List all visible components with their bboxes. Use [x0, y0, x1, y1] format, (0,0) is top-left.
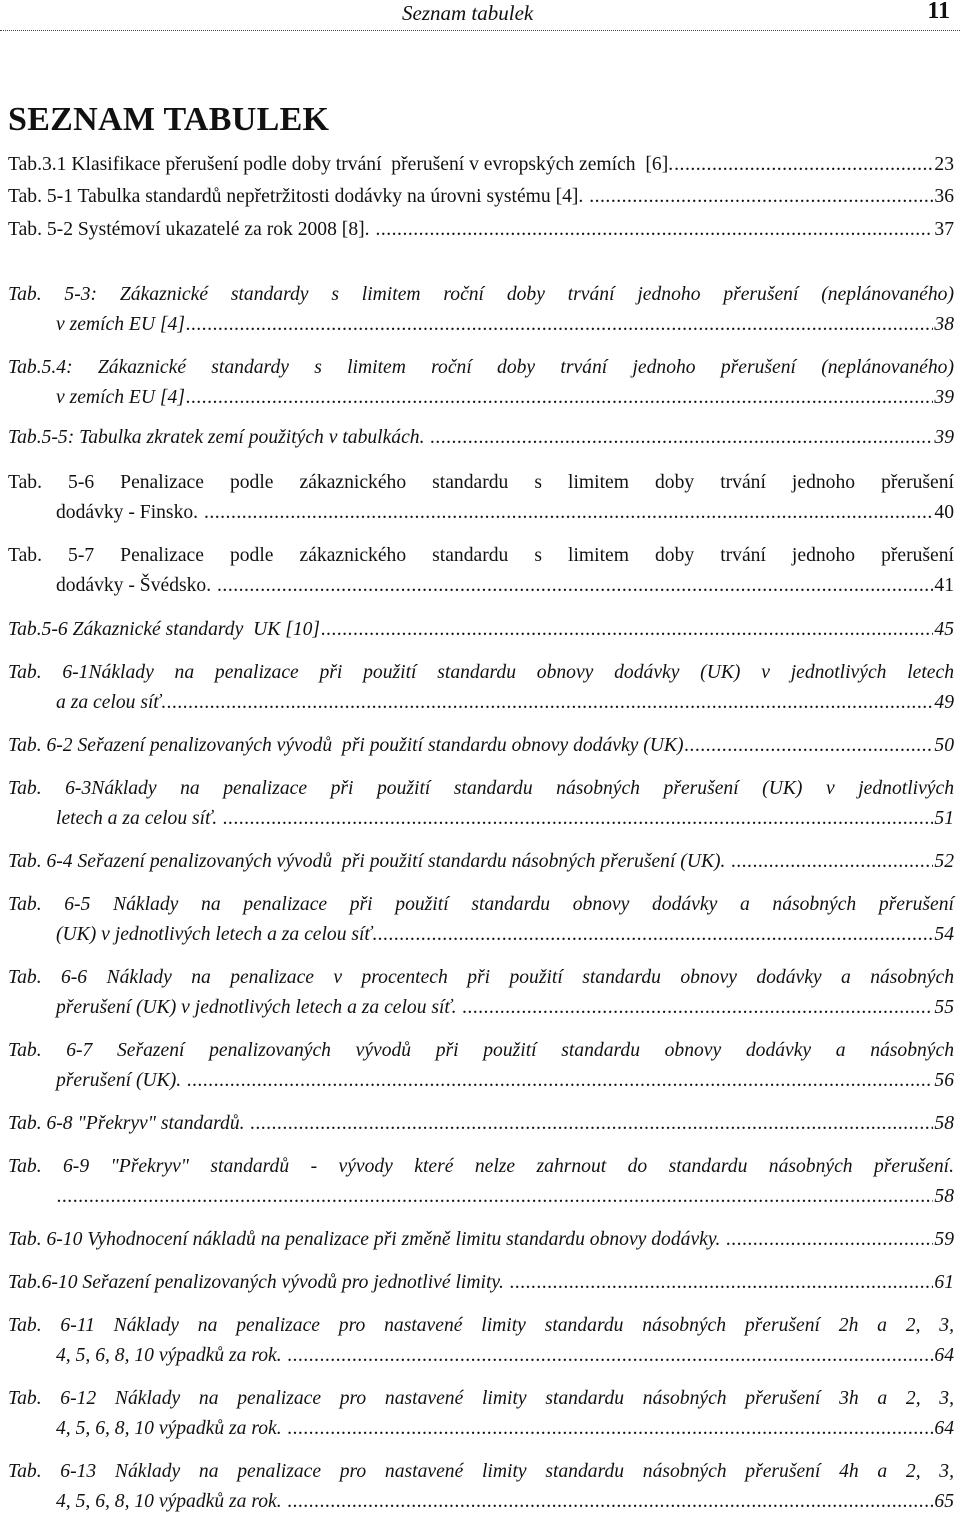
entry-text: Tab.3.1 Klasifikace přerušení podle doby trvání přerušení v evropských zemích [6]. — [8, 154, 674, 175]
entry-page: 23 — [934, 154, 954, 175]
toc-entry[interactable] — [8, 423, 954, 453]
entry-text-cont: 4, 5, 6, 8, 10 výpadků za rok. — [56, 1345, 287, 1366]
entry-text-cont: 4, 5, 6, 8, 10 výpadků za rok. — [56, 1418, 287, 1439]
dot-leader — [223, 804, 933, 834]
page-number: 11 — [927, 0, 950, 24]
dot-leader — [510, 1268, 934, 1298]
toc-entry[interactable] — [8, 847, 954, 877]
entry-page: 58 — [934, 1186, 954, 1207]
entry-page: 51 — [934, 808, 954, 829]
toc-entry[interactable] — [8, 890, 954, 950]
entry-text: Tab. 5-7 Penalizace podle zákaznického standardu s limitem doby trvání jednoho přerušení — [8, 545, 954, 566]
entry-page: 39 — [934, 387, 954, 408]
dot-leader — [162, 688, 934, 718]
entry-text-cont: v zemích EU [4] — [56, 387, 185, 408]
toc-entry[interactable] — [8, 1225, 954, 1255]
entry-text: Tab. 6-2 Seřazení penalizovaných vývodů při použití standardu obnovy dodávky (UK) — [8, 735, 684, 756]
dot-leader — [430, 423, 933, 453]
entry-page: 65 — [934, 1491, 954, 1512]
entry-page: 40 — [934, 502, 954, 523]
entry-text-cont: letech a za celou síť. — [56, 808, 223, 829]
entry-text-cont: a za celou síť — [56, 692, 161, 713]
dot-leader — [373, 920, 934, 950]
entry-text: Tab. 6-3Náklady na penalizace při použití standardu násobných přerušení (UK) v jednotlivých — [8, 778, 954, 799]
entry-text: Tab. 5-2 Systémoví ukazatelé za rok 2008 [8]. — [8, 219, 375, 240]
dot-leader — [57, 1182, 933, 1212]
toc-entry[interactable] — [8, 1311, 954, 1371]
entry-text: Tab. 6-9 "Překryv" standardů - vývody které nelze zahrnout do standardu násobných přerušení. — [8, 1156, 954, 1177]
dot-leader — [288, 1487, 934, 1517]
entry-text: Tab.6-10 Seřazení penalizovaných vývodů pro jednotlivé limity. — [8, 1272, 509, 1293]
dot-leader — [731, 847, 933, 877]
entry-page: 58 — [934, 1113, 954, 1134]
entry-text: Tab.5-6 Zákaznické standardy UK [10] — [8, 619, 321, 640]
toc-entry[interactable] — [8, 1384, 954, 1444]
page-title: SEZNAM TABULEK — [8, 101, 330, 138]
entry-text-cont: (UK) v jednotlivých letech a za celou síť — [56, 924, 372, 945]
entry-page: 37 — [934, 219, 954, 240]
entry-page: 64 — [934, 1418, 954, 1439]
toc-entry[interactable] — [8, 215, 954, 245]
entry-text: Tab. 6-1Náklady na penalizace při použití standardu obnovy dodávky (UK) v jednotlivých letech — [8, 662, 954, 683]
toc-entry[interactable] — [8, 353, 954, 413]
dot-leader — [204, 498, 933, 528]
dot-leader — [217, 571, 933, 601]
dot-leader — [726, 1225, 933, 1255]
dot-leader — [589, 182, 933, 212]
entry-page: 52 — [934, 851, 954, 872]
toc-entry[interactable] — [8, 150, 954, 180]
entry-text: Tab. 6-8 "Překryv" standardů. — [8, 1113, 250, 1134]
dot-leader — [375, 215, 933, 245]
entry-page: 50 — [934, 735, 954, 756]
running-title: Seznam tabulek — [402, 1, 534, 25]
entry-page: 55 — [934, 997, 954, 1018]
dot-leader — [288, 1414, 934, 1444]
entry-text: Tab. 5-3: Zákaznické standardy s limitem roční doby trvání jednoho přerušení (neplánovaného) — [8, 284, 954, 305]
dot-leader — [186, 383, 933, 413]
toc-entry[interactable] — [8, 1457, 954, 1517]
entry-page: 45 — [934, 619, 954, 640]
page-header — [0, 0, 960, 31]
entry-text-cont: přerušení (UK). — [56, 1070, 187, 1091]
dot-leader — [685, 731, 934, 761]
toc-entry[interactable] — [8, 963, 954, 1023]
entry-text: Tab. 5-1 Tabulka standardů nepřetržitosti dodávky na úrovni systému [4]. — [8, 186, 589, 207]
entry-text: Tab. 6-13 Náklady na penalizace pro nastavené limity standardu násobných přerušení 4h a 2, 3, — [8, 1461, 954, 1482]
toc-entry[interactable] — [8, 1036, 954, 1096]
toc-entry[interactable] — [8, 541, 954, 601]
entry-page: 36 — [934, 186, 954, 207]
entry-text-cont: dodávky - Švédsko. — [56, 575, 217, 596]
toc-entry[interactable] — [8, 658, 954, 718]
entry-text: Tab. 5-6 Penalizace podle zákaznického standardu s limitem doby trvání jednoho přerušení — [8, 472, 954, 493]
toc-entry[interactable] — [8, 615, 954, 645]
entry-page: 54 — [934, 924, 954, 945]
dot-leader — [186, 310, 933, 340]
entry-text: Tab. 6-6 Náklady na penalizace v procentech při použití standardu obnovy dodávky a násobných — [8, 967, 954, 988]
entry-text: Tab. 6-10 Vyhodnocení nákladů na penalizace při změně limitu standardu obnovy dodávky. — [8, 1229, 726, 1250]
entry-page: 41 — [934, 575, 954, 596]
dot-leader — [321, 615, 933, 645]
toc-entry[interactable] — [8, 731, 954, 761]
entry-page: 64 — [934, 1345, 954, 1366]
entry-text: Tab. 6-12 Náklady na penalizace pro nastavené limity standardu násobných přerušení 3h a 2, 3, — [8, 1388, 954, 1409]
dot-leader — [288, 1341, 934, 1371]
toc-entry[interactable] — [8, 1152, 954, 1212]
entry-text: Tab. 6-11 Náklady na penalizace pro nastavené limity standardu násobných přerušení 2h a 2, 3, — [8, 1315, 954, 1336]
toc-entry[interactable] — [8, 1268, 954, 1298]
entry-text-cont: 4, 5, 6, 8, 10 výpadků za rok. — [56, 1491, 287, 1512]
dot-leader — [674, 150, 933, 180]
entry-page: 56 — [934, 1070, 954, 1091]
entry-text: Tab. 6-5 Náklady na penalizace při použití standardu obnovy dodávky a násobných přerušení — [8, 894, 954, 915]
entry-page: 38 — [934, 314, 954, 335]
entry-page: 49 — [934, 692, 954, 713]
entry-text-cont: přerušení (UK) v jednotlivých letech a za celou síť. — [56, 997, 462, 1018]
dot-leader — [250, 1109, 933, 1139]
entry-text: Tab.5-5: Tabulka zkratek zemí použitých v tabulkách. — [8, 427, 430, 448]
entry-page: 59 — [934, 1229, 954, 1250]
toc-entry[interactable] — [8, 468, 954, 528]
toc-entry[interactable] — [8, 182, 954, 212]
entry-page: 39 — [934, 427, 954, 448]
dot-leader — [187, 1066, 933, 1096]
entry-text-cont: dodávky - Finsko. — [56, 502, 203, 523]
entry-text-cont: v zemích EU [4] — [56, 314, 185, 335]
entry-text: Tab.5.4: Zákaznické standardy s limitem roční doby trvání jednoho přerušení (neplánovaného) — [8, 357, 954, 378]
entry-text: Tab. 6-7 Seřazení penalizovaných vývodů při použití standardu obnovy dodávky a násobných — [8, 1040, 954, 1061]
toc-entry[interactable] — [8, 774, 954, 834]
entry-page: 61 — [934, 1272, 954, 1293]
entry-text: Tab. 6-4 Seřazení penalizovaných vývodů při použití standardu násobných přerušení (UK). — [8, 851, 731, 872]
toc-entry[interactable] — [8, 1109, 954, 1139]
dot-leader — [462, 993, 933, 1023]
toc-entry[interactable] — [8, 280, 954, 340]
